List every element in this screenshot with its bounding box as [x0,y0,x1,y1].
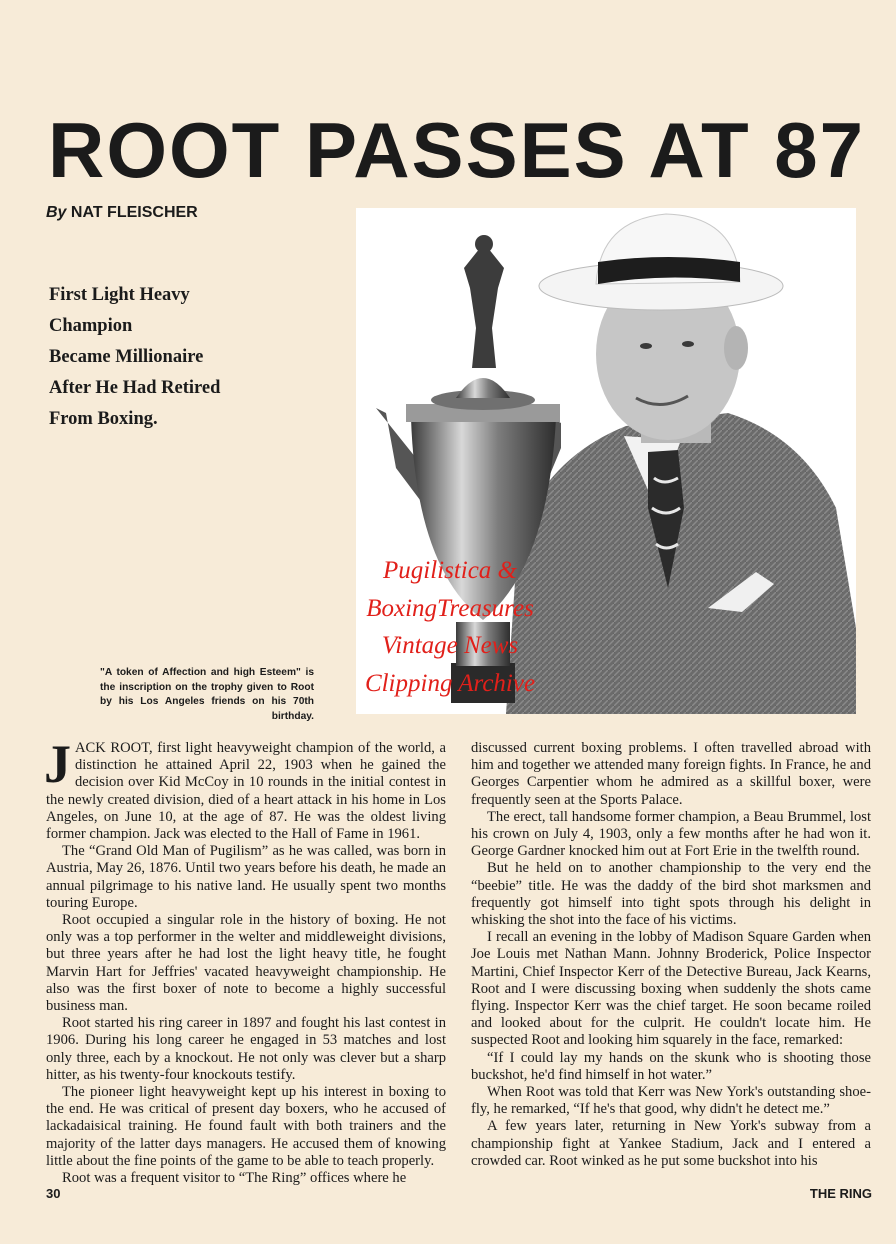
watermark [300,552,600,702]
article-paragraph: Root started his ring career in 1897 and fought his last contest in 1906. During his long career he engaged in 53 matches and lost only three, each by a knockout. He not only was clever but a sharp hitter, as his twenty-four knockouts testify. [46,1015,446,1083]
article-paragraph: A few years later, returning in New York's subway from a championship fight at Yankee Stadium, Jack and I entered a crowded car. Root winked as he put some buckshot into his [471,1118,871,1169]
deck-line: After He Had Retired [49,378,221,398]
article-paragraph: When Root was told that Kerr was New York's outstanding shoe-fly, he remarked, “If he's that good, why didn't he detect me.” [471,1084,871,1118]
article-paragraph: Root was a frequent visitor to “The Ring” offices where he [62,1170,407,1187]
article-paragraph: “If I could lay my hands on the skunk who is shooting those buckshot, he'd find himself in hot water.” [471,1049,871,1083]
paragraph-text: ACK ROOT, first light heavyweight champion of the world, a distinction he attained April 22, 1903 when he gained the decision over Kid McCoy in 10 rounds in the initial contest in the newly created division, died of a heart attack in his home in Los Angeles, on June 10, at the age of 87. He was the oldest living former champion. Jack was elected to the Hall of Fame in 1961. [46,740,446,843]
article-paragraph: The pioneer light heavyweight kept up his interest in boxing to the end. He was critical of present day boxers, who he accused of lackadaisical training. He found fault with both trainers and the majority of the latter days managers. He accused them of knowing little about the fine points of the game to be able to teach properly. [46,1084,446,1169]
article-paragraph: I recall an evening in the lobby of Madison Square Garden when Joe Louis met Nathan Mann. Johnny Broderick, Police Inspector Martini, Chief Inspector Kerr of the Detective Bureau, Jack Kearns, Root and I were discussing boxing when suddenly the shots came flying. Inspector Kerr was the chief target. He soon became roiled and looked about for the culprit. He couldn't locate him. He suspected Root and looking him squarely in the face, remarked: [471,929,871,1049]
article-paragraph: The erect, tall handsome former champion, a Beau Brummel, lost his crown on July 4, 1903, only a few months after he had won it. George Gardner knocked him out at Fort Erie in the twelfth round. [471,808,871,860]
article-title: ROOT PASSES AT 87 [48,106,866,194]
article-paragraph: discussed current boxing problems. I often travelled abroad with him and together we attended many foreign fights. In France, he and Georges Carpentier whom he admired as a skillful boxer, were frequently seen at the Sports Palace. [471,740,871,808]
deck-line: Became Millionaire [49,347,204,367]
deck-line: From Boxing. [49,409,158,429]
magazine-name: THE RING [809,1186,872,1201]
drop-cap: J [44,734,71,794]
article-paragraph: Root occupied a singular role in the history of boxing. He not only was a top performer in the welter and middleweight divisions, but three years after he had lost the light heavy title, he fought Marvin Hart for Jeffries' vacated heavyweight championship. He also was the first boxer of note to become a highly successful business man. [46,912,446,1015]
watermark-line: BoxingTreasures [366,594,534,622]
byline [46,204,198,222]
article-deck [49,280,349,435]
article-paragraph: But he held on to another championship to the very end the “beebie” title. He was the daddy of the bird shot marksmen and frequently got himself into tight spots through his delight in whisking the shot into the face of his victims. [471,860,871,929]
deck-line: First Light Heavy [49,285,190,305]
page-number: 30 [46,1186,61,1201]
article-column-2 [471,740,871,1170]
watermark-line: Vintage News [381,632,519,659]
article-paragraph [44,734,446,843]
article-column-1 [44,734,446,1187]
watermark-line: Clipping Archive [364,669,536,697]
article-paragraph: The “Grand Old Man of Pugilism” as he was called, was born in Austria, May 26, 1876. Until two years before his death, he made an annual pilgrimage to his native land. He usually spent two months touring Europe. [46,843,446,911]
deck-line: Champion [49,316,133,336]
watermark-line: Pugilistica & [382,557,518,584]
byline-author: NAT FLEISCHER [70,204,198,221]
photo-caption: "A token of Affection and high Esteem" is the inscription on the trophy given to Root by his Los Angeles friends on his 70th birthday. [100,667,314,722]
byline-by: By [46,204,67,221]
